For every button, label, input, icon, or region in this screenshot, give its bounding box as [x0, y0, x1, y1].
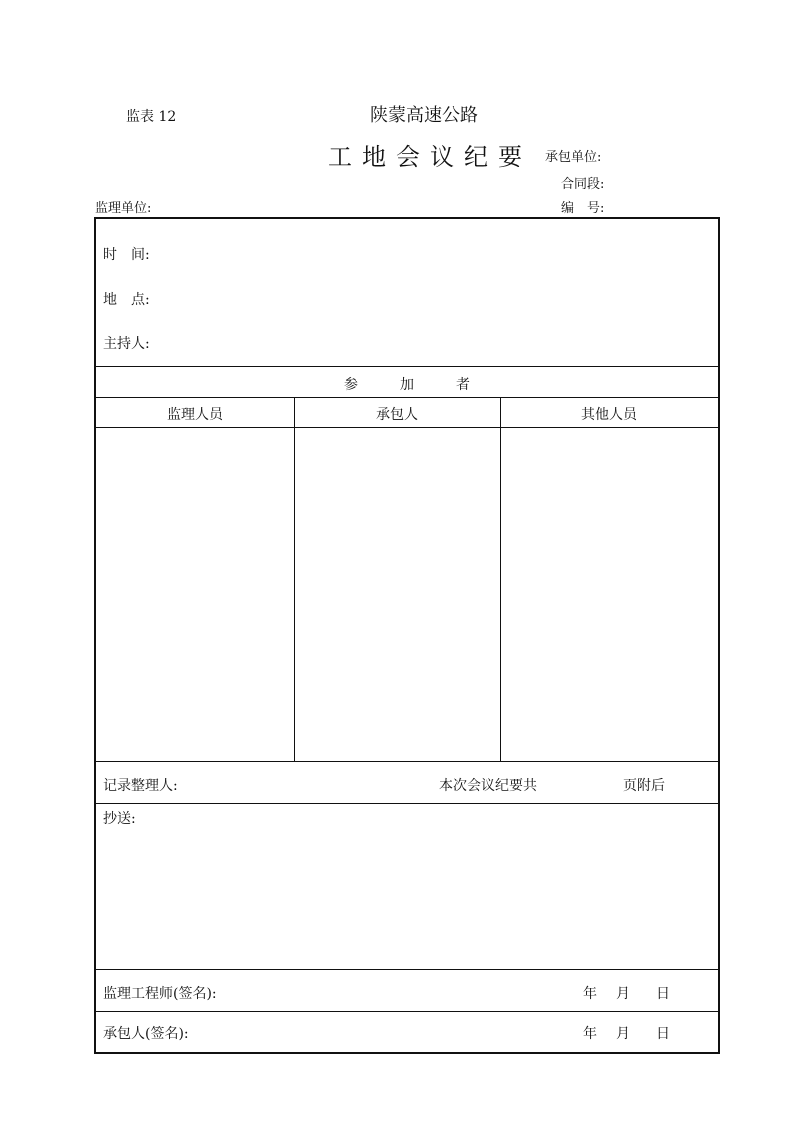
supervisor-sign-day: 日: [656, 986, 670, 1002]
contractor-unit-label: 承包单位:: [545, 150, 602, 165]
pages-prefix: 本次会议纪要共: [439, 778, 537, 794]
contractor-sign-month: 月: [616, 1026, 630, 1042]
number-label: 编 号:: [561, 201, 605, 216]
pages-suffix: 页附后: [623, 778, 665, 794]
contractor-sign-day: 日: [656, 1026, 670, 1042]
column-header-others: 其他人员: [581, 407, 637, 423]
divider: [96, 397, 718, 398]
time-label: 时 间:: [103, 247, 150, 263]
participants-title: 参 加 者: [344, 377, 470, 393]
recorder-label: 记录整理人:: [103, 778, 178, 794]
column-header-supervisors: 监理人员: [167, 407, 223, 423]
form-code: 监表 12: [126, 109, 177, 125]
supervisor-sign-month: 月: [616, 986, 630, 1002]
contractor-sign-year: 年: [583, 1026, 597, 1042]
host-label: 主持人:: [103, 336, 150, 352]
document-title: 工地会议纪要: [328, 143, 532, 171]
divider: [96, 1011, 718, 1012]
place-label: 地 点:: [103, 292, 150, 308]
meeting-minutes-table: [94, 217, 720, 1054]
divider: [96, 366, 718, 367]
supervisor-signature-label: 监理工程师(签名):: [103, 986, 217, 1002]
project-name: 陕蒙高速公路: [370, 105, 478, 126]
divider: [96, 803, 718, 804]
column-divider: [500, 397, 501, 761]
copy-to-label: 抄送:: [103, 811, 136, 827]
supervisor-sign-year: 年: [583, 986, 597, 1002]
contractor-signature-label: 承包人(签名):: [103, 1026, 189, 1042]
divider: [96, 969, 718, 970]
column-divider: [294, 397, 295, 761]
column-header-contractor: 承包人: [376, 407, 418, 423]
supervision-unit-label: 监理单位:: [95, 201, 152, 216]
contract-section-label: 合同段:: [561, 177, 605, 192]
divider: [96, 761, 718, 762]
divider: [96, 427, 718, 428]
